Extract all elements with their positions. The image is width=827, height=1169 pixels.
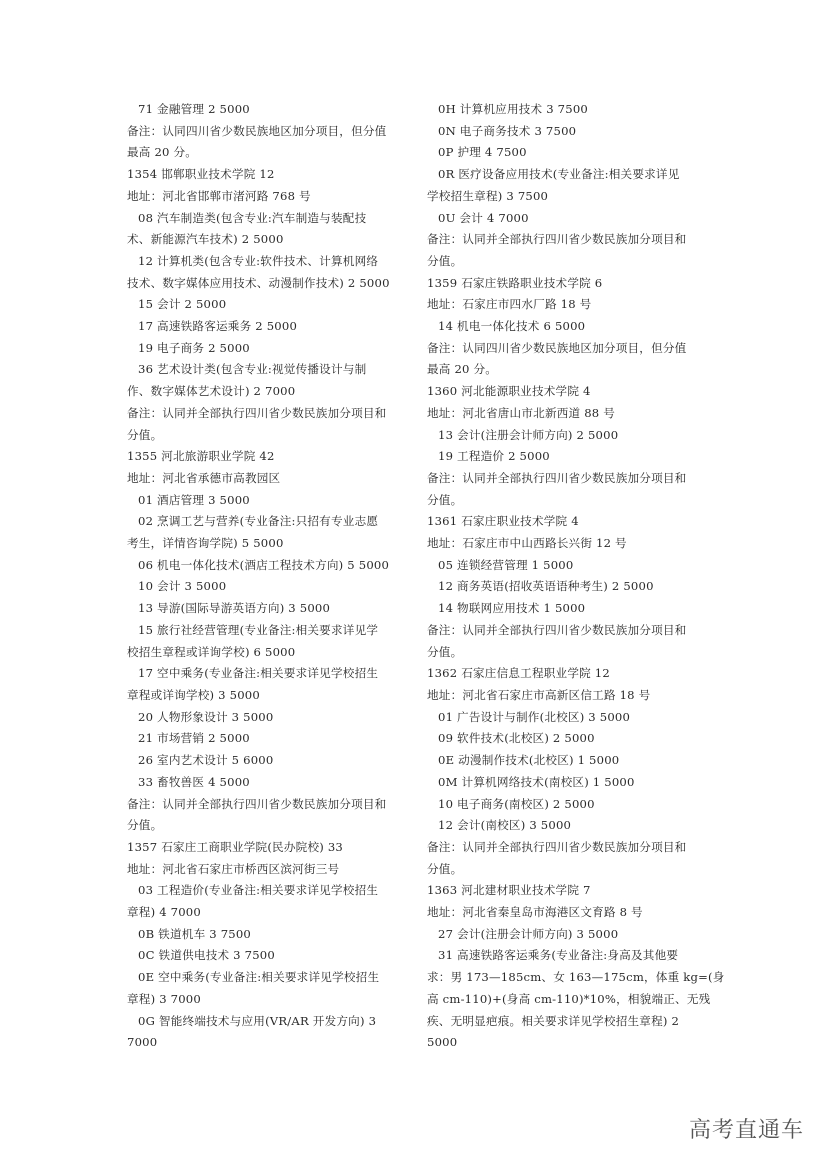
text-line: 备注：认同四川省少数民族地区加分项目，但分值: [127, 123, 387, 138]
text-line: 备注：认同并全部执行四川省少数民族加分项目和: [127, 405, 387, 420]
text-line: 分值。: [427, 861, 463, 876]
text-line: 1363 河北建材职业技术学院 7: [427, 883, 591, 898]
text-line: 71 金融管理 2 5000: [138, 102, 250, 116]
text-line: 0R 医疗设备应用技术(专业备注:相关要求详见: [438, 167, 680, 182]
text-line: 地址：河北省石家庄市高新区信工路 18 号: [427, 687, 651, 702]
text-line: 10 电子商务(南校区) 2 5000: [438, 796, 595, 811]
text-line: 17 高速铁路客运乘务 2 5000: [138, 319, 298, 334]
text-line: 备注：认同并全部执行四川省少数民族加分项目和: [427, 232, 687, 247]
text-line: 12 会计(南校区) 3 5000: [438, 818, 572, 833]
text-line: 备注：认同并全部执行四川省少数民族加分项目和: [427, 470, 687, 485]
text-line: 13 导游(国际导游英语方向) 3 5000: [138, 601, 331, 616]
text-line: 12 计算机类(包含专业:软件技术、计算机网络: [138, 253, 379, 268]
text-line: 36 艺术设计类(包含专业:视觉传播设计与制: [138, 362, 367, 377]
text-line: 考生，详情咨询学院) 5 5000: [127, 536, 284, 551]
text-line: 0C 铁道供电技术 3 7500: [138, 948, 275, 963]
text-line: 章程) 4 7000: [127, 905, 201, 920]
text-line: 01 广告设计与制作(北校区) 3 5000: [438, 709, 631, 724]
text-line: 技术、数字媒体应用技术、动漫制作技术) 2 5000: [127, 275, 390, 290]
text-line: 地址：河北省承德市高教园区: [127, 470, 281, 485]
text-line: 33 畜牧兽医 4 5000: [138, 774, 250, 789]
text-line: 01 酒店管理 3 5000: [138, 492, 250, 507]
text-line: 14 物联网应用技术 1 5000: [438, 601, 586, 616]
text-line: 0E 动漫制作技术(北校区) 1 5000: [438, 753, 620, 768]
text-line: 地址：河北省唐山市北新西道 88 号: [427, 405, 616, 420]
text-line: 疾、无明显疤痕。相关要求详见学校招生章程) 2: [427, 1013, 680, 1028]
text-line: 27 会计(注册会计师方向) 3 5000: [438, 926, 619, 941]
left-column: [127, 99, 409, 1054]
text-line: 1355 河北旅游职业学院 42: [127, 449, 275, 464]
text-line: 作、数字媒体艺术设计) 2 7000: [127, 384, 296, 399]
text-line: 备注：认同并全部执行四川省少数民族加分项目和: [127, 796, 387, 811]
text-line: 08 汽车制造类(包含专业:汽车制造与装配技: [138, 210, 367, 225]
text-line: 0E 空中乘务(专业备注:相关要求详见学校招生: [138, 970, 380, 985]
text-line: 章程) 3 7000: [127, 991, 201, 1006]
text-line: 1357 石家庄工商职业学院(民办院校) 33: [127, 839, 343, 854]
watermark: 高考直通车: [689, 1118, 805, 1143]
text-line: 13 会计(注册会计师方向) 2 5000: [438, 427, 619, 442]
text-line: 求：男 173—185cm、女 163—175cm，体重 kg=(身: [427, 970, 725, 985]
text-line: 0U 会计 4 7000: [438, 210, 529, 225]
text-line: 章程或详询学校) 3 5000: [127, 687, 260, 702]
text-line: 02 烹调工艺与营养(专业备注:只招有专业志愿: [138, 514, 379, 529]
text-line: 10 会计 3 5000: [138, 579, 227, 594]
text-line: 03 工程造价(专业备注:相关要求详见学校招生: [138, 883, 379, 898]
text-line: 1354 邯郸职业技术学院 12: [127, 167, 275, 182]
text-line: 14 机电一体化技术 6 5000: [438, 319, 586, 334]
text-line: 备注：认同四川省少数民族地区加分项目，但分值: [427, 340, 687, 355]
text-line: 分值。: [427, 492, 463, 507]
text-line: 21 市场营销 2 5000: [138, 731, 250, 746]
text-line: 15 旅行社经营管理(专业备注:相关要求详见学: [138, 622, 379, 637]
text-line: 26 室内艺术设计 5 6000: [138, 753, 274, 768]
text-line: 1361 石家庄职业技术学院 4: [427, 514, 579, 529]
text-line: 20 人物形象设计 3 5000: [138, 709, 274, 724]
text-line: 15 会计 2 5000: [138, 297, 227, 312]
text-line: 0B 铁道机车 3 7500: [138, 926, 252, 941]
text-line: 19 电子商务 2 5000: [138, 340, 250, 355]
text-line: 备注：认同并全部执行四川省少数民族加分项目和: [427, 622, 687, 637]
text-line: 19 工程造价 2 5000: [438, 449, 550, 464]
text-line: 5000: [427, 1035, 458, 1050]
text-line: 31 高速铁路客运乘务(专业备注:身高及其他要: [438, 948, 679, 963]
text-line: 地址：河北省石家庄市桥西区滨河街三号: [127, 861, 340, 876]
text-line: 05 连锁经营管理 1 5000: [438, 557, 574, 572]
text-line: 地址：河北省邯郸市渚河路 768 号: [127, 188, 311, 203]
text-line: 分值。: [127, 818, 163, 833]
text-line: 地址：石家庄市中山西路长兴街 12 号: [427, 536, 627, 551]
text-line: 最高 20 分。: [427, 362, 498, 377]
text-line: 地址：河北省秦皇岛市海港区文育路 8 号: [427, 905, 643, 920]
right-column: [427, 99, 725, 1054]
text-line: 学校招生章程) 3 7500: [427, 188, 549, 203]
text-line: 分值。: [127, 427, 163, 442]
text-line: 1359 石家庄铁路职业技术学院 6: [427, 275, 603, 290]
text-line: 0N 电子商务技术 3 7500: [438, 123, 577, 138]
text-line: 1360 河北能源职业技术学院 4: [427, 384, 591, 399]
text-line: 06 机电一体化技术(酒店工程技术方向) 5 5000: [138, 557, 390, 572]
text-line: 地址：石家庄市四水厂路 18 号: [427, 297, 592, 312]
text-line: 0G 智能终端技术与应用(VR/AR 开发方向) 3: [138, 1013, 377, 1028]
text-line: 最高 20 分。: [127, 145, 198, 160]
text-line: 12 商务英语(招收英语语种考生) 2 5000: [438, 579, 654, 594]
text-line: 7000: [127, 1035, 158, 1050]
text-line: 术、新能源汽车技术) 2 5000: [127, 232, 284, 247]
text-line: 备注：认同并全部执行四川省少数民族加分项目和: [427, 839, 687, 854]
text-line: 分值。: [427, 644, 463, 659]
text-line: 0M 计算机网络技术(南校区) 1 5000: [438, 774, 635, 789]
text-line: 17 空中乘务(专业备注:相关要求详见学校招生: [138, 666, 379, 681]
text-line: 0H 计算机应用技术 3 7500: [438, 102, 588, 116]
text-line: 校招生章程或详询学校) 6 5000: [127, 644, 296, 659]
text-line: 1362 石家庄信息工程职业学院 12: [427, 666, 610, 681]
text-line: 09 软件技术(北校区) 2 5000: [438, 731, 595, 746]
text-line: 高 cm-110)+(身高 cm-110)*10%，相貌端正、无残: [427, 991, 711, 1006]
text-line: 分值。: [427, 253, 463, 268]
text-line: 0P 护理 4 7500: [438, 145, 527, 160]
